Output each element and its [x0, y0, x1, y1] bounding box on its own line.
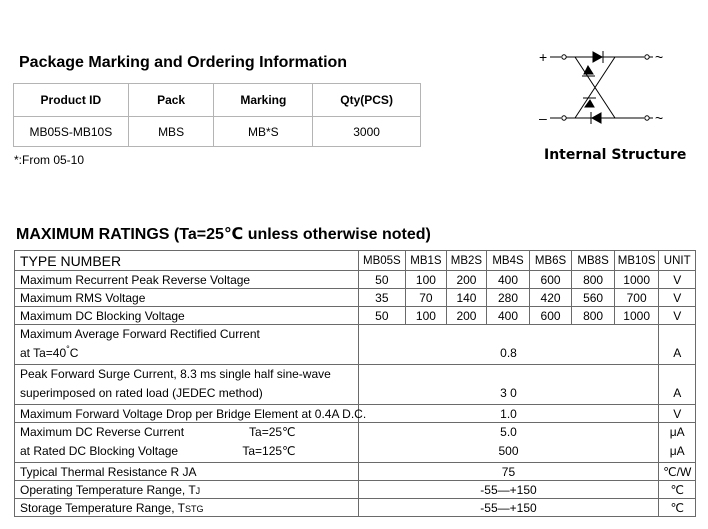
condition-prefix: at Ta=40 [20, 346, 67, 361]
row-label [15, 481, 359, 499]
value-cell: 420 [529, 289, 572, 307]
value-cell: 1000 [614, 271, 659, 289]
cell-product-id: MB05S-MB10S [14, 117, 129, 147]
unit-cell: μA [659, 423, 696, 441]
unit-cell: V [659, 405, 696, 423]
value-cell: 400 [487, 271, 530, 289]
part-mb2s: MB2S [446, 251, 487, 271]
unit-cell: V [659, 289, 696, 307]
value-cell: 200 [446, 307, 487, 325]
row-label: Maximum DC Blocking Voltage [15, 307, 359, 325]
part-mb4s: MB4S [487, 251, 530, 271]
table-row-vdc [15, 307, 696, 325]
max-ratings-title: MAXIMUM RATINGS (Ta=25℃ unless otherwise noted) [16, 226, 431, 243]
table-row-rth [15, 463, 696, 481]
ac-terminal-bottom-label: ~ [655, 110, 664, 126]
value-cell: 140 [446, 289, 487, 307]
package-header-row [14, 84, 421, 117]
cell-pack: MBS [128, 117, 214, 147]
condition-text: Ta=125℃ [242, 444, 296, 459]
value-cell: 3 0 [358, 383, 659, 405]
value-cell: 35 [358, 289, 406, 307]
table-header-row [15, 251, 696, 271]
degree-sign: ° [66, 344, 70, 355]
package-table [13, 83, 421, 147]
value-cell: 500 [358, 441, 659, 463]
row-label-text: Typical Thermal Resistance R [20, 464, 180, 479]
value-cell: 600 [529, 307, 572, 325]
value-cell: 70 [406, 289, 447, 307]
row-label-text: Storage Temperature Range, T [20, 500, 185, 515]
table-row-tj [15, 481, 696, 499]
row-label-text: Operating Temperature Range, T [20, 482, 196, 497]
value-cell: 800 [572, 271, 615, 289]
row-label: Peak Forward Surge Current, 8.3 ms single half sine-wave [15, 365, 359, 383]
table-row-vf [15, 405, 696, 423]
value-cell: 560 [572, 289, 615, 307]
value-cell: 200 [446, 271, 487, 289]
diode-left-upper-symbol [584, 66, 593, 74]
unit-cell: A [659, 343, 696, 365]
value-cell: 1000 [614, 307, 659, 325]
internal-structure-caption: Internal Structure [544, 147, 687, 163]
row-label [15, 463, 359, 481]
table-row-io-a [15, 325, 696, 343]
empty-cell [659, 325, 696, 343]
value-cell: 100 [406, 307, 447, 325]
row-label-condition [15, 343, 359, 365]
condition-suffix: C [69, 346, 79, 361]
unit-header: UNIT [659, 251, 696, 271]
value-cell: 700 [614, 289, 659, 307]
table-row-ifsm-a [15, 365, 696, 383]
minus-terminal-label: – [539, 110, 547, 126]
ac-terminal-top-label: ~ [655, 49, 664, 65]
row-label-condition: superimposed on rated load (JEDEC method) [15, 383, 359, 405]
row-label-text: Maximum DC Reverse Current [20, 424, 185, 439]
header-marking: Marking [214, 84, 313, 117]
value-cell: 400 [487, 307, 530, 325]
package-data-row [14, 117, 421, 147]
value-cell: 0.8 [358, 343, 659, 365]
row-label-subscript: STG [185, 503, 204, 514]
unit-cell: A [659, 383, 696, 405]
plus-terminal-label: + [539, 49, 548, 65]
unit-cell: ℃/W [659, 463, 696, 481]
empty-cell [659, 365, 696, 383]
unit-cell: V [659, 271, 696, 289]
value-cell: 280 [487, 289, 530, 307]
row-label: Maximum Recurrent Peak Reverse Voltage [15, 271, 359, 289]
part-mb05s: MB05S [358, 251, 406, 271]
package-note: *:From 05-10 [14, 153, 85, 167]
cell-qty: 3000 [313, 117, 421, 147]
value-cell: -55—+150 [358, 499, 659, 517]
row-label: Maximum RMS Voltage [15, 289, 359, 307]
value-cell: 600 [529, 271, 572, 289]
header-qty: Qty(PCS) [313, 84, 421, 117]
row-label [15, 423, 359, 441]
table-row-ir-b [15, 441, 696, 463]
row-label [15, 441, 359, 463]
part-mb6s: MB6S [529, 251, 572, 271]
unit-cell: ℃ [659, 499, 696, 517]
row-label: Maximum Forward Voltage Drop per Bridge Element at 0.4A D.C. [15, 405, 359, 423]
table-row-io-b [15, 343, 696, 365]
row-label-subscript: J [195, 485, 201, 496]
table-row-ir-a [15, 423, 696, 441]
part-mb8s: MB8S [572, 251, 615, 271]
internal-structure-diagram [533, 43, 673, 129]
condition-text: Ta=25℃ [249, 424, 296, 439]
row-label: Maximum Average Forward Rectified Current [15, 325, 359, 343]
unit-cell: ℃ [659, 481, 696, 499]
type-number-header: TYPE NUMBER [15, 251, 359, 271]
empty-cell [358, 325, 659, 343]
cell-marking: MB*S [214, 117, 313, 147]
header-product-id: Product ID [14, 84, 129, 117]
diode-top-symbol [593, 52, 602, 62]
part-mb10s: MB10S [614, 251, 659, 271]
max-ratings-table [14, 250, 696, 517]
empty-cell [358, 365, 659, 383]
row-label-subscript: JA [182, 464, 197, 479]
package-section-title: Package Marking and Ordering Information [19, 54, 348, 71]
unit-cell: V [659, 307, 696, 325]
table-row-vrrm [15, 271, 696, 289]
part-mb1s: MB1S [406, 251, 447, 271]
table-row-vrms [15, 289, 696, 307]
value-cell: 75 [358, 463, 659, 481]
unit-cell: μA [659, 441, 696, 463]
table-row-ifsm-b [15, 383, 696, 405]
value-cell: 5.0 [358, 423, 659, 441]
value-cell: -55—+150 [358, 481, 659, 499]
table-row-tstg [15, 499, 696, 517]
diode-bottom-symbol [592, 113, 601, 123]
value-cell: 800 [572, 307, 615, 325]
value-cell: 1.0 [358, 405, 659, 423]
value-cell: 100 [406, 271, 447, 289]
row-label [15, 499, 359, 517]
value-cell: 50 [358, 307, 406, 325]
header-pack: Pack [128, 84, 214, 117]
row-label-text: at Rated DC Blocking Voltage [20, 444, 179, 459]
value-cell: 50 [358, 271, 406, 289]
